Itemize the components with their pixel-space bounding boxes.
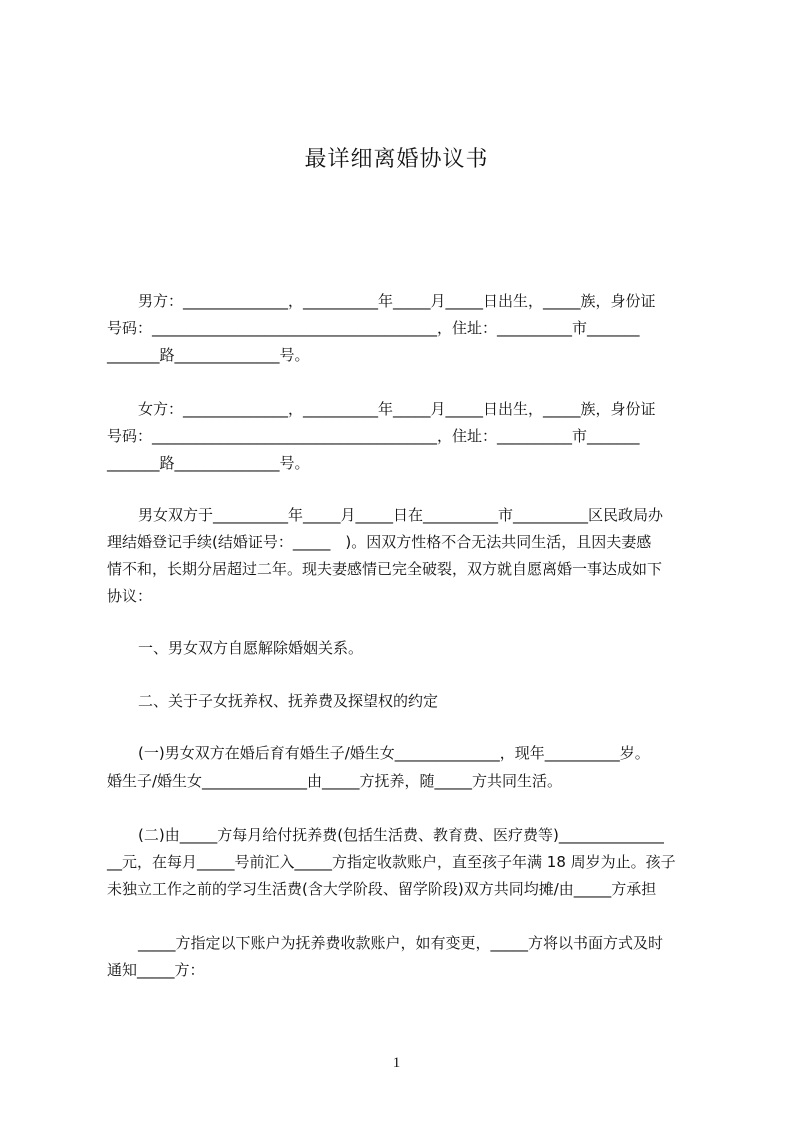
woman-info-line-1: 女方：______________，__________年_____月_____日出生，_____族，身份证 — [138, 400, 656, 418]
account-para-line-2: 通知_____方： — [107, 961, 205, 979]
marriage-para-line-1: 男女双方于__________年_____月_____日在__________市__________区民政局办 — [138, 506, 664, 524]
woman-info-line-3: _______路______________号。 — [107, 454, 310, 472]
marriage-para-line-4: 协议： — [107, 587, 153, 605]
document-title: 最详细离婚协议书 — [304, 147, 489, 172]
man-info-line-2: 号码：______________________________________，住址：__________市_______ — [107, 319, 640, 337]
man-info-line-1: 男方：______________，__________年_____月_____日出生，_____族，身份证 — [138, 292, 656, 310]
marriage-para-line-2: 理结婚登记手续(结婚证号：_____ )。因双方性格不合无法共同生活，且因夫妻感 — [107, 533, 652, 551]
clause-1: 一、男女双方自愿解除婚姻关系。 — [138, 639, 364, 657]
man-info-line-3: _______路______________号。 — [107, 346, 310, 364]
page-number: 1 — [392, 1055, 401, 1071]
clause-2-2-line-3: 未独立工作之前的学习生活费(含大学阶段、留学阶段)双方共同均摊/由_____方承担 — [107, 880, 657, 898]
marriage-para-line-3: 情不和，长期分居超过二年。现夫妻感情已完全破裂，双方就自愿离婚一事达成如下 — [107, 560, 663, 578]
account-para-line-1: _____方指定以下账户为抚养费收款账户，如有变更，_____方将以书面方式及时 — [138, 934, 664, 952]
clause-2-2-line-2: __元，在每月_____号前汇入_____方指定收款账户，直至孩子年满 18 周岁为止。孩子 — [107, 853, 676, 871]
clause-2-2-line-1: (二)由_____方每月给付抚养费(包括生活费、教育费、医疗费等)______________ — [138, 826, 664, 844]
clause-2-1-line-1: (一)男女双方在婚后育有婚生子/婚生女______________，现年__________岁。 — [138, 744, 650, 762]
woman-info-line-2: 号码：______________________________________，住址：__________市_______ — [107, 427, 640, 445]
clause-2-1-line-2: 婚生子/婚生女______________由_____方抚养，随_____方共同生活。 — [107, 772, 563, 790]
clause-2-heading: 二、关于子女抚养权、抚养费及探望权的约定 — [138, 692, 439, 710]
